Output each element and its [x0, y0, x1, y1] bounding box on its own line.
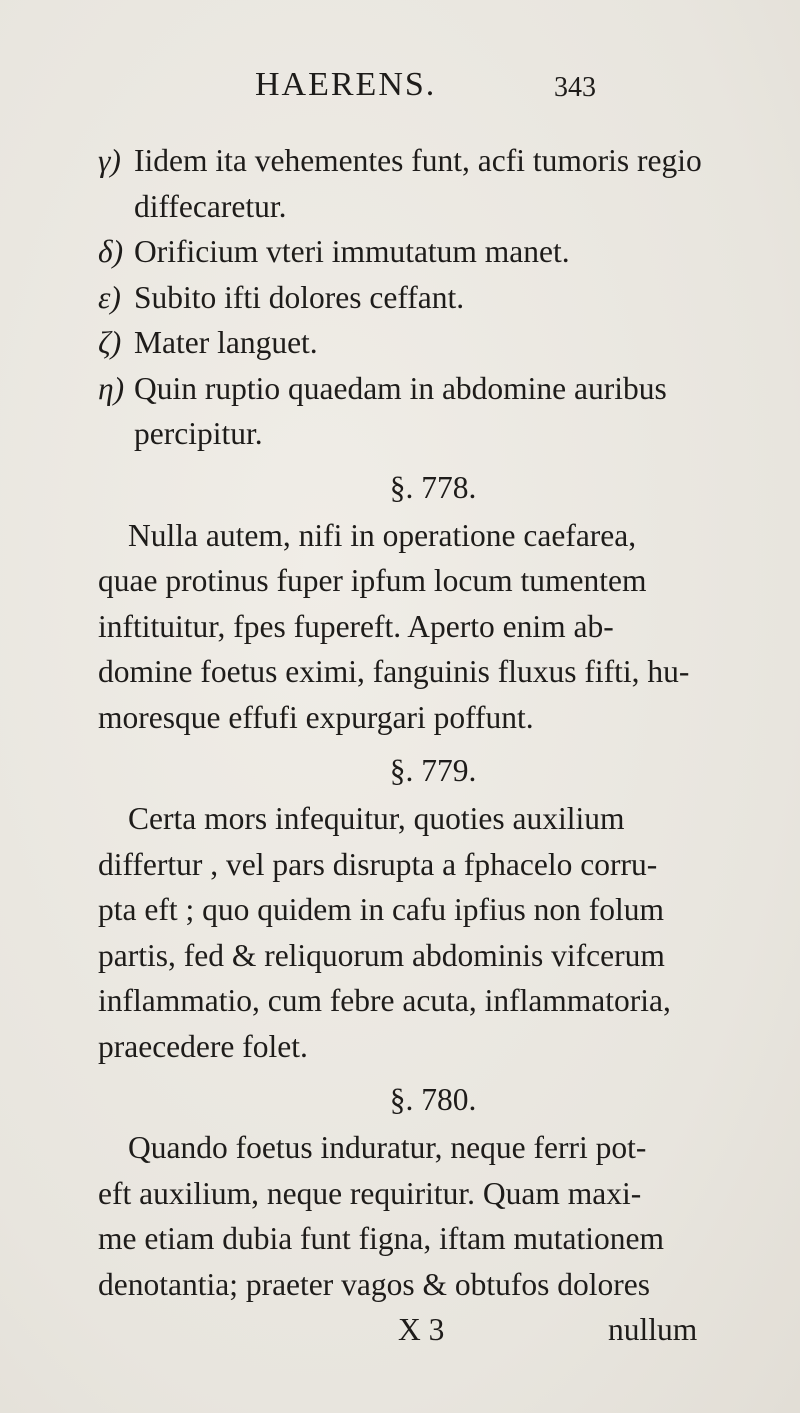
text-line: Mater languet.	[134, 325, 318, 360]
section-780	[98, 1069, 748, 1307]
list-item	[98, 138, 748, 229]
list-item	[98, 320, 748, 366]
page-header	[0, 66, 800, 116]
item-marker: γ)	[98, 143, 121, 178]
text-line: quae protinus fuper ipfum locum tumentem	[98, 563, 647, 598]
text-line: me etiam dubia funt figna, iftam mutationem	[98, 1221, 664, 1256]
item-marker: η)	[98, 370, 125, 406]
list-item	[98, 275, 748, 321]
page-number: 343	[554, 72, 596, 103]
text-line: praecedere folet.	[98, 1028, 308, 1064]
section-heading: §. 778.	[389, 469, 477, 505]
text-line: diffecaretur.	[134, 188, 287, 224]
section-heading: §. 780.	[389, 1082, 477, 1117]
page-body	[98, 138, 748, 1353]
text-line: Subito ifti dolores ceffant.	[134, 279, 465, 315]
item-marker: ε)	[98, 279, 121, 315]
text-line: Quin ruptio quaedam in abdomine auribus	[134, 370, 667, 406]
list-item	[98, 366, 748, 457]
text-line: eft auxilium, neque requiritur. Quam maxi-	[98, 1175, 642, 1211]
page-footer	[98, 1307, 748, 1353]
section-778	[98, 457, 748, 741]
text-line: domine foetus eximi, fanguinis fluxus fifti, hu-	[98, 654, 690, 689]
section-heading: §. 779.	[389, 753, 477, 788]
text-line: Orificium vteri immutatum manet.	[134, 234, 570, 269]
text-line: partis, fed & reliquorum abdominis vifcerum	[98, 937, 665, 973]
text-line: pta eft ; quo quidem in cafu ipfius non folum	[98, 892, 665, 927]
text-line: Nulla autem, nifi in operatione caefarea,	[128, 517, 637, 553]
text-line: inftituitur, fpes fupereft. Aperto enim ab-	[98, 608, 614, 644]
section-779	[98, 740, 748, 1069]
running-head: HAERENS.	[255, 66, 437, 103]
text-line: moresque effufi expurgari poffunt.	[98, 699, 534, 735]
text-line: differtur , vel pars disrupta a fphacelo corru-	[98, 846, 658, 882]
text-line: percipitur.	[134, 416, 263, 451]
text-line: Certa mors infequitur, quoties auxilium	[128, 801, 625, 836]
text-line: Iidem ita vehementes funt, acfi tumoris regio	[134, 143, 702, 178]
catchword: nullum	[608, 1312, 698, 1347]
item-marker: ζ)	[98, 325, 122, 360]
signature-mark: X 3	[398, 1312, 445, 1347]
text-line: inflammatio, cum febre acuta, inflammatoria,	[98, 983, 671, 1018]
list-item	[98, 229, 748, 275]
item-marker: δ)	[98, 234, 124, 269]
text-line: denotantia; praeter vagos & obtufos dolores	[98, 1266, 650, 1302]
text-line: Quando foetus induratur, neque ferri pot-	[128, 1130, 647, 1165]
